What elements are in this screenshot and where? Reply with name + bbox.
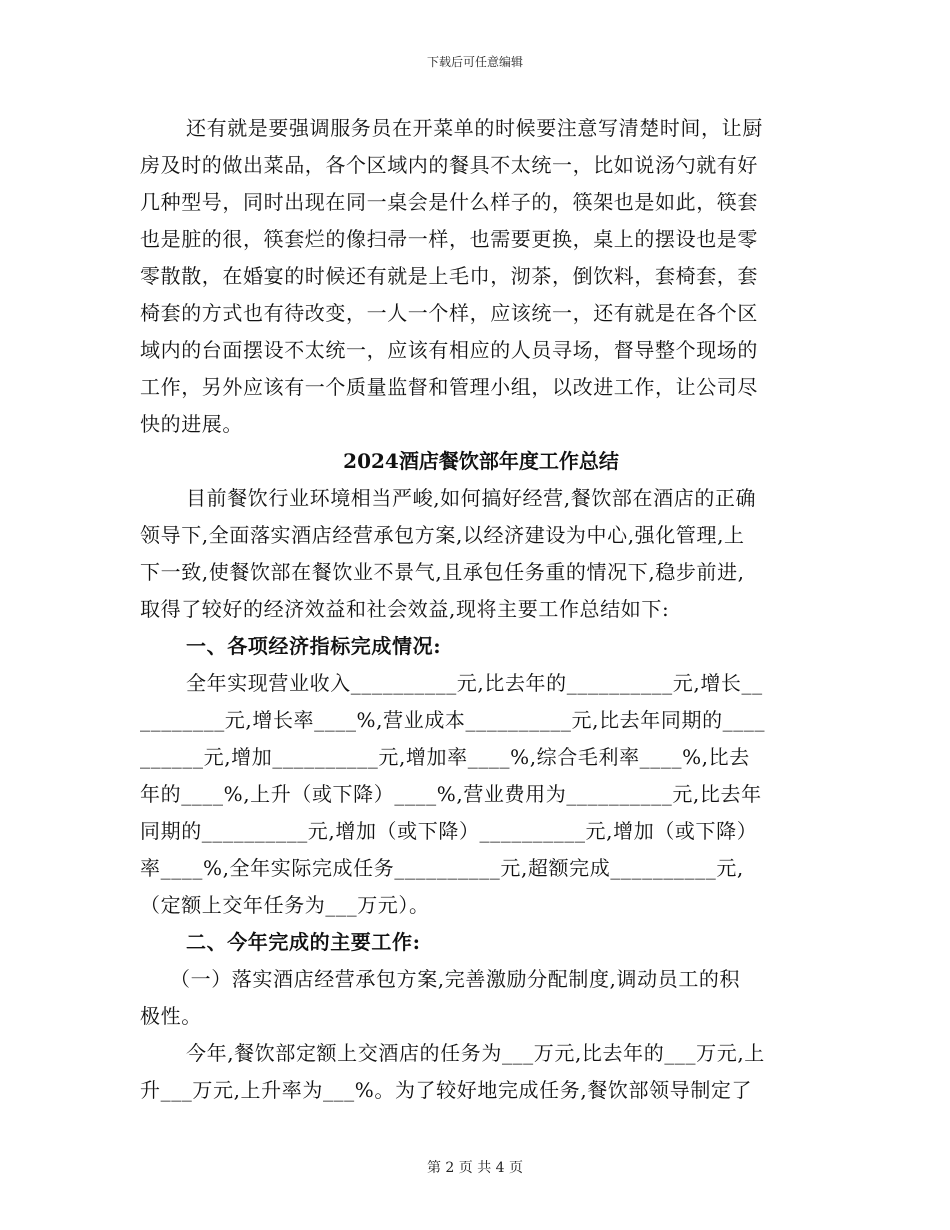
section-main-work bbox=[140, 961, 810, 1109]
paragraph-line: 也是脏的很，筷套烂的像扫帚一样，也需要更换，桌上的摆设也是零 bbox=[140, 227, 758, 251]
paragraph-line: ________元,增长率____%,营业成本__________元,比去年同期的____ bbox=[140, 708, 766, 732]
page-header: 下载后可任意编辑 bbox=[426, 55, 523, 69]
section-heading-indicators: 一、各项经济指标完成情况: bbox=[186, 634, 442, 658]
paragraph-line: 同期的__________元,增加（或下降）__________元,增加（或下降） bbox=[140, 819, 758, 843]
document-title: 2024酒店餐饮部年度工作总结 bbox=[343, 449, 619, 473]
paragraph-line: 域内的台面摆设不太统一，应该有相应的人员寻场，督导整个现场的 bbox=[140, 338, 758, 362]
section-heading-main-work: 二、今年完成的主要工作: bbox=[186, 930, 421, 954]
paragraph-line: 零散散，在婚宴的时候还有就是上毛巾，沏茶，倒饮料，套椅套，套 bbox=[140, 264, 758, 288]
paragraph-line: 取得了较好的经济效益和社会效益,现将主要工作总结如下: bbox=[140, 597, 670, 621]
paragraph-line: 率____%,全年实际完成任务__________元,超额完成__________元, bbox=[140, 856, 744, 880]
section-intro bbox=[140, 480, 810, 628]
paragraph-line: 工作，另外应该有一个质量监督和管理小组，以改进工作，让公司尽 bbox=[140, 375, 758, 399]
paragraph-line: 快的进展。 bbox=[140, 412, 243, 436]
paragraph-line: （一）落实酒店经营承包方案,完善激励分配制度,调动员工的积 bbox=[170, 967, 741, 991]
section-service-notes bbox=[140, 110, 810, 443]
paragraph-line: 极性。 bbox=[140, 1004, 202, 1028]
paragraph-line: 房及时的做出菜品，各个区域内的餐具不太统一，比如说汤勺就有好 bbox=[140, 153, 758, 177]
paragraph-line: 年的____%,上升（或下降）____%,营业费用为__________元,比去年 bbox=[140, 782, 762, 806]
paragraph-line: 几种型号，同时出现在同一桌会是什么样子的，筷架也是如此，筷套 bbox=[140, 190, 758, 214]
paragraph-line: 升___万元,上升率为___%。为了较好地完成任务,餐饮部领导制定了 bbox=[140, 1078, 753, 1102]
paragraph-line: 还有就是要强调服务员在开菜单的时候要注意写清楚时间，让厨 bbox=[186, 116, 763, 140]
page-footer: 第 2 页 共 4 页 bbox=[426, 1160, 524, 1176]
paragraph-line: （定额上交年任务为___万元）。 bbox=[140, 893, 430, 917]
paragraph-line: ______元,增加__________元,增加率____%,综合毛利率____%,比去 bbox=[140, 745, 750, 769]
document-body bbox=[140, 110, 810, 1109]
paragraph-line: 椅套的方式也有待改变，一人一个样，应该统一，还有就是在各个区 bbox=[140, 301, 758, 325]
paragraph-line: 全年实现营业收入__________元,比去年的__________元,增长__ bbox=[186, 671, 763, 695]
paragraph-line: 目前餐饮行业环境相当严峻,如何搞好经营,餐饮部在酒店的正确 bbox=[186, 486, 757, 510]
section-indicators bbox=[140, 665, 810, 924]
paragraph-line: 领导下,全面落实酒店经营承包方案,以经济建设为中心,强化管理,上 bbox=[140, 523, 745, 547]
paragraph-line: 今年,餐饮部定额上交酒店的任务为___万元,比去年的___万元,上 bbox=[186, 1041, 765, 1065]
paragraph-line: 下一致,使餐饮部在餐饮业不景气,且承包任务重的情况下,稳步前进, bbox=[140, 560, 745, 584]
